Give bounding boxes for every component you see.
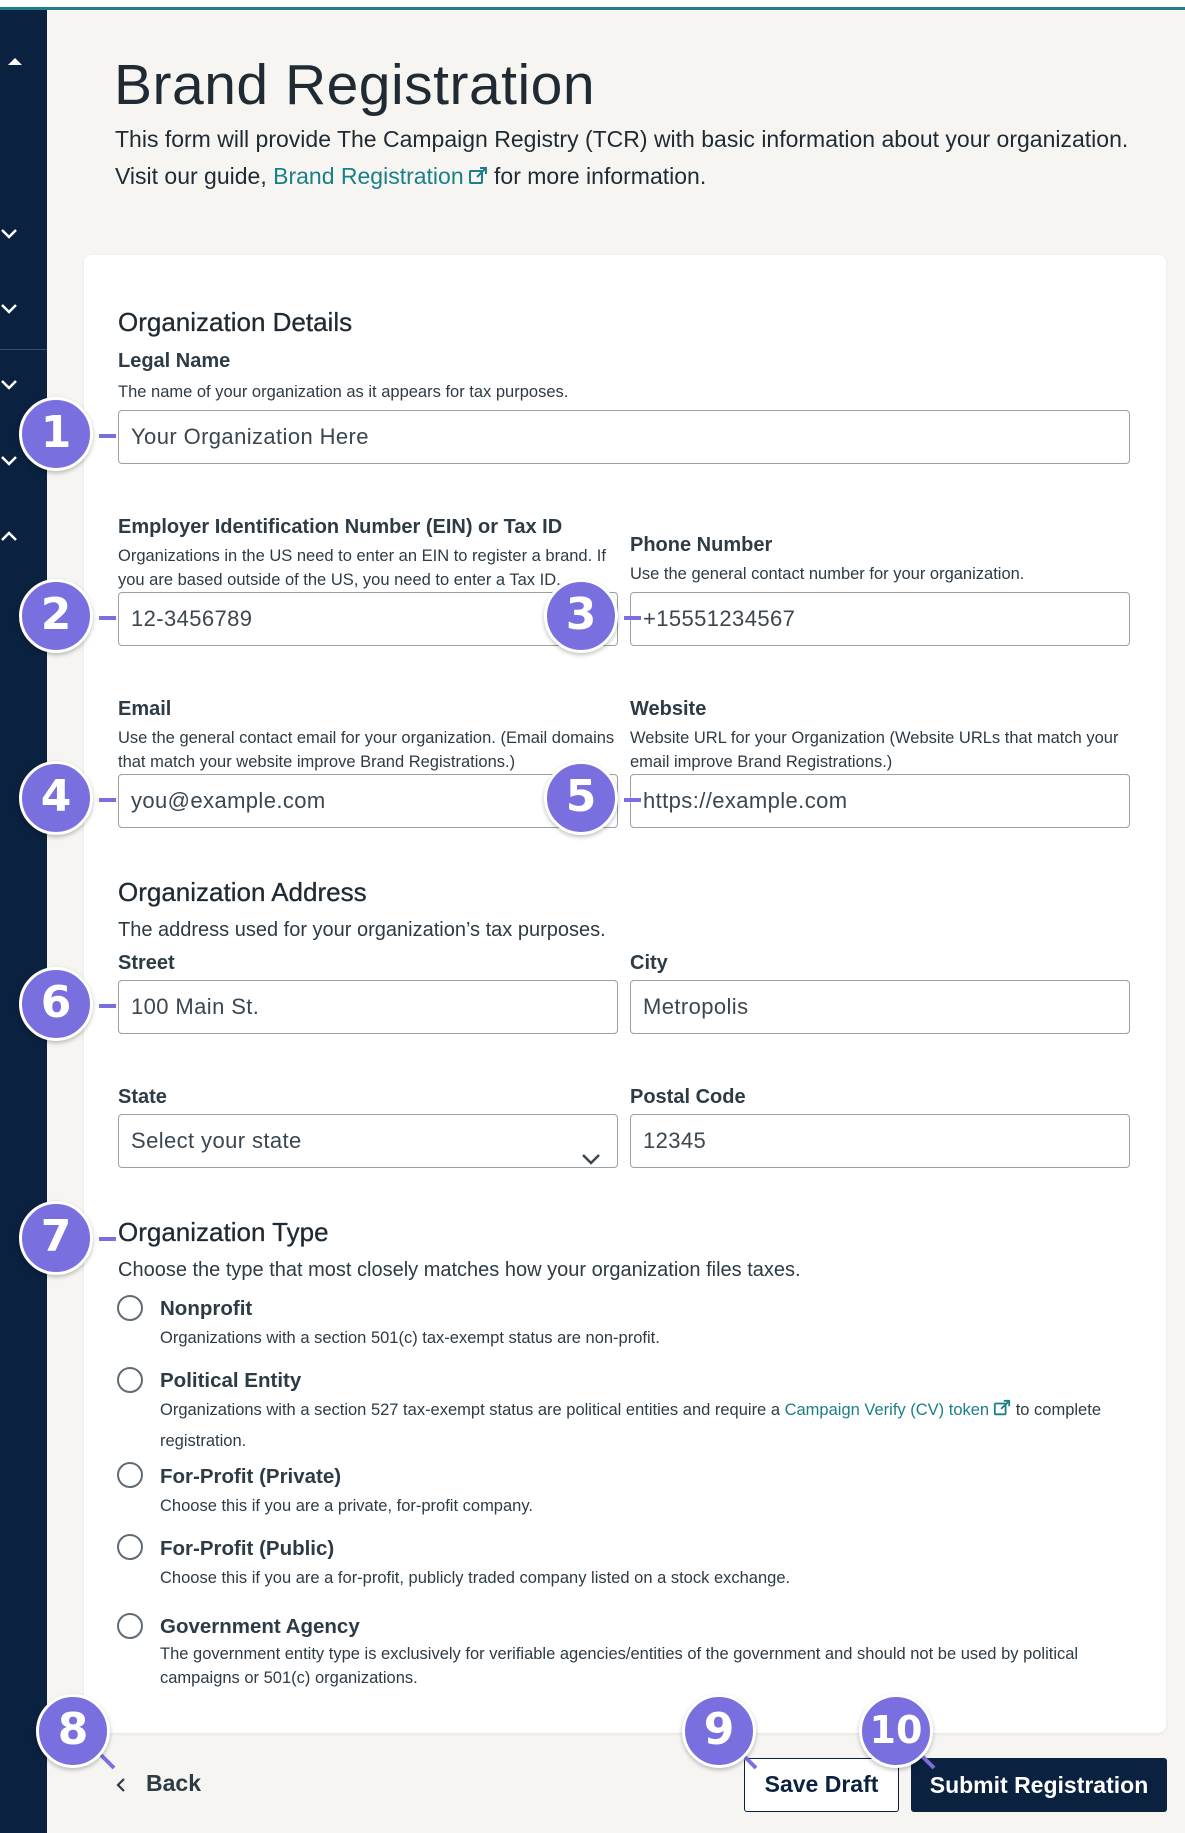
radio-for-profit-private[interactable]	[117, 1462, 143, 1488]
radio-label-for-profit-private[interactable]: For-Profit (Private)	[160, 1465, 342, 1488]
campaign-verify-link[interactable]	[785, 1401, 1012, 1419]
radio-desc-political-entity	[160, 1396, 1140, 1456]
sidebar	[0, 10, 47, 1833]
chevron-down-icon[interactable]	[0, 375, 20, 395]
radio-desc-for-profit-public: Choose this if you are a for-profit, publicly traded company listed on a stock exchange.	[160, 1569, 791, 1587]
external-link-icon	[468, 160, 488, 197]
radio-political-entity[interactable]	[117, 1367, 143, 1393]
external-link-icon	[993, 1398, 1011, 1427]
email-label: Email	[118, 698, 172, 720]
street-input[interactable]: 100 Main St.	[118, 980, 618, 1034]
radio-desc-nonprofit: Organizations with a section 501(c) tax-exempt status are non-profit.	[160, 1329, 660, 1347]
radio-nonprofit[interactable]	[117, 1295, 143, 1321]
website-hint: Website URL for your Organization (Website URLs that match your email improve Brand Registrations.)	[630, 729, 1119, 771]
brand-registration-link-label[interactable]: Brand Registration	[273, 163, 464, 189]
callout-connector	[99, 1237, 116, 1241]
org-address-hint: The address used for your organization’s tax purposes.	[118, 919, 606, 941]
ein-input[interactable]: 12-3456789	[118, 592, 618, 646]
section-heading-org-address: Organization Address	[118, 877, 367, 907]
website-input[interactable]: https://example.com	[630, 774, 1130, 828]
radio-label-for-profit-public[interactable]: For-Profit (Public)	[160, 1537, 335, 1560]
state-select-value: Select your state	[131, 1128, 302, 1153]
legal-name-input[interactable]: Your Organization Here	[118, 410, 1130, 464]
brand-registration-link[interactable]	[273, 163, 488, 189]
page-title: Brand Registration	[114, 53, 596, 117]
radio-desc-for-profit-private: Choose this if you are a private, for-profit company.	[160, 1497, 533, 1515]
callout-badge: 4	[19, 761, 93, 835]
callout-badge: 7	[19, 1201, 93, 1275]
state-select[interactable]	[118, 1114, 618, 1168]
street-label: Street	[118, 952, 175, 974]
ein-label: Employer Identification Number (EIN) or Tax ID	[118, 516, 563, 538]
callout-badge: 9	[682, 1694, 756, 1768]
save-draft-button[interactable]: Save Draft	[744, 1758, 899, 1812]
callout-badge: 6	[19, 967, 93, 1041]
callout-badge: 1	[19, 397, 93, 471]
email-hint: Use the general contact email for your organization. (Email domains that match your website improve Brand Registrations.)	[118, 729, 615, 771]
legal-name-label: Legal Name	[118, 350, 231, 372]
callout-badge: 2	[19, 579, 93, 653]
radio-for-profit-public[interactable]	[117, 1534, 143, 1560]
chevron-up-icon[interactable]	[5, 52, 25, 72]
callout-badge: 3	[544, 579, 618, 653]
callout-connector	[624, 798, 641, 802]
callout-connector	[624, 616, 641, 620]
legal-name-hint: The name of your organization as it appears for tax purposes.	[118, 383, 569, 401]
ein-hint: Organizations in the US need to enter an EIN to register a brand. If you are based outside of the US, you need to enter a Tax ID.	[118, 547, 606, 589]
intro-text-end: for more information.	[487, 163, 707, 189]
email-input[interactable]: you@example.com	[118, 774, 618, 828]
phone-hint: Use the general contact number for your organization.	[630, 565, 1025, 583]
submit-registration-button[interactable]: Submit Registration	[911, 1758, 1167, 1812]
radio-label-nonprofit[interactable]: Nonprofit	[160, 1297, 253, 1320]
chevron-down-icon[interactable]	[0, 451, 20, 471]
chevron-down-icon[interactable]	[0, 224, 20, 244]
political-entity-desc-end: to complete registration.	[160, 1401, 1101, 1450]
section-heading-org-type: Organization Type	[118, 1217, 329, 1247]
top-border	[0, 0, 1185, 10]
campaign-verify-link-label[interactable]: Campaign Verify (CV) token	[784, 1401, 990, 1419]
sidebar-divider	[0, 349, 47, 350]
callout-connector	[99, 616, 116, 620]
intro-text: This form will provide The Campaign Registry (TCR) with basic information about your organization. Visit our guide,	[115, 126, 1129, 189]
political-entity-desc-text: Organizations with a section 527 tax-exempt status are political entities and require a	[160, 1401, 785, 1419]
callout-badge: 8	[36, 1694, 110, 1768]
page-intro	[115, 121, 1165, 197]
org-type-hint: Choose the type that most closely matches how your organization files taxes.	[118, 1259, 801, 1281]
website-label: Website	[630, 698, 707, 720]
radio-government-agency[interactable]	[117, 1613, 143, 1639]
radio-label-political-entity[interactable]: Political Entity	[160, 1369, 302, 1392]
callout-badge: 10	[859, 1694, 933, 1768]
callout-connector	[99, 1004, 116, 1008]
city-input[interactable]: Metropolis	[630, 980, 1130, 1034]
chevron-left-icon[interactable]	[114, 1776, 128, 1799]
callout-connector	[99, 798, 116, 802]
radio-label-government-agency[interactable]: Government Agency	[160, 1615, 360, 1638]
city-label: City	[630, 952, 668, 974]
callout-connector	[99, 434, 116, 438]
chevron-down-icon[interactable]	[0, 299, 20, 319]
postal-code-input[interactable]: 12345	[630, 1114, 1130, 1168]
back-button[interactable]: Back	[146, 1770, 201, 1796]
postal-code-label: Postal Code	[630, 1086, 746, 1108]
callout-badge: 5	[544, 761, 618, 835]
chevron-down-icon	[581, 1133, 601, 1184]
phone-label: Phone Number	[630, 534, 773, 556]
phone-input[interactable]: +15551234567	[630, 592, 1130, 646]
state-label: State	[118, 1086, 167, 1108]
radio-desc-government-agency: The government entity type is exclusively for verifiable agencies/entities of the government and should not be used by political campaigns or 501(c) organizations.	[160, 1645, 1079, 1687]
chevron-up-icon[interactable]	[0, 526, 20, 546]
section-heading-org-details: Organization Details	[118, 307, 353, 337]
